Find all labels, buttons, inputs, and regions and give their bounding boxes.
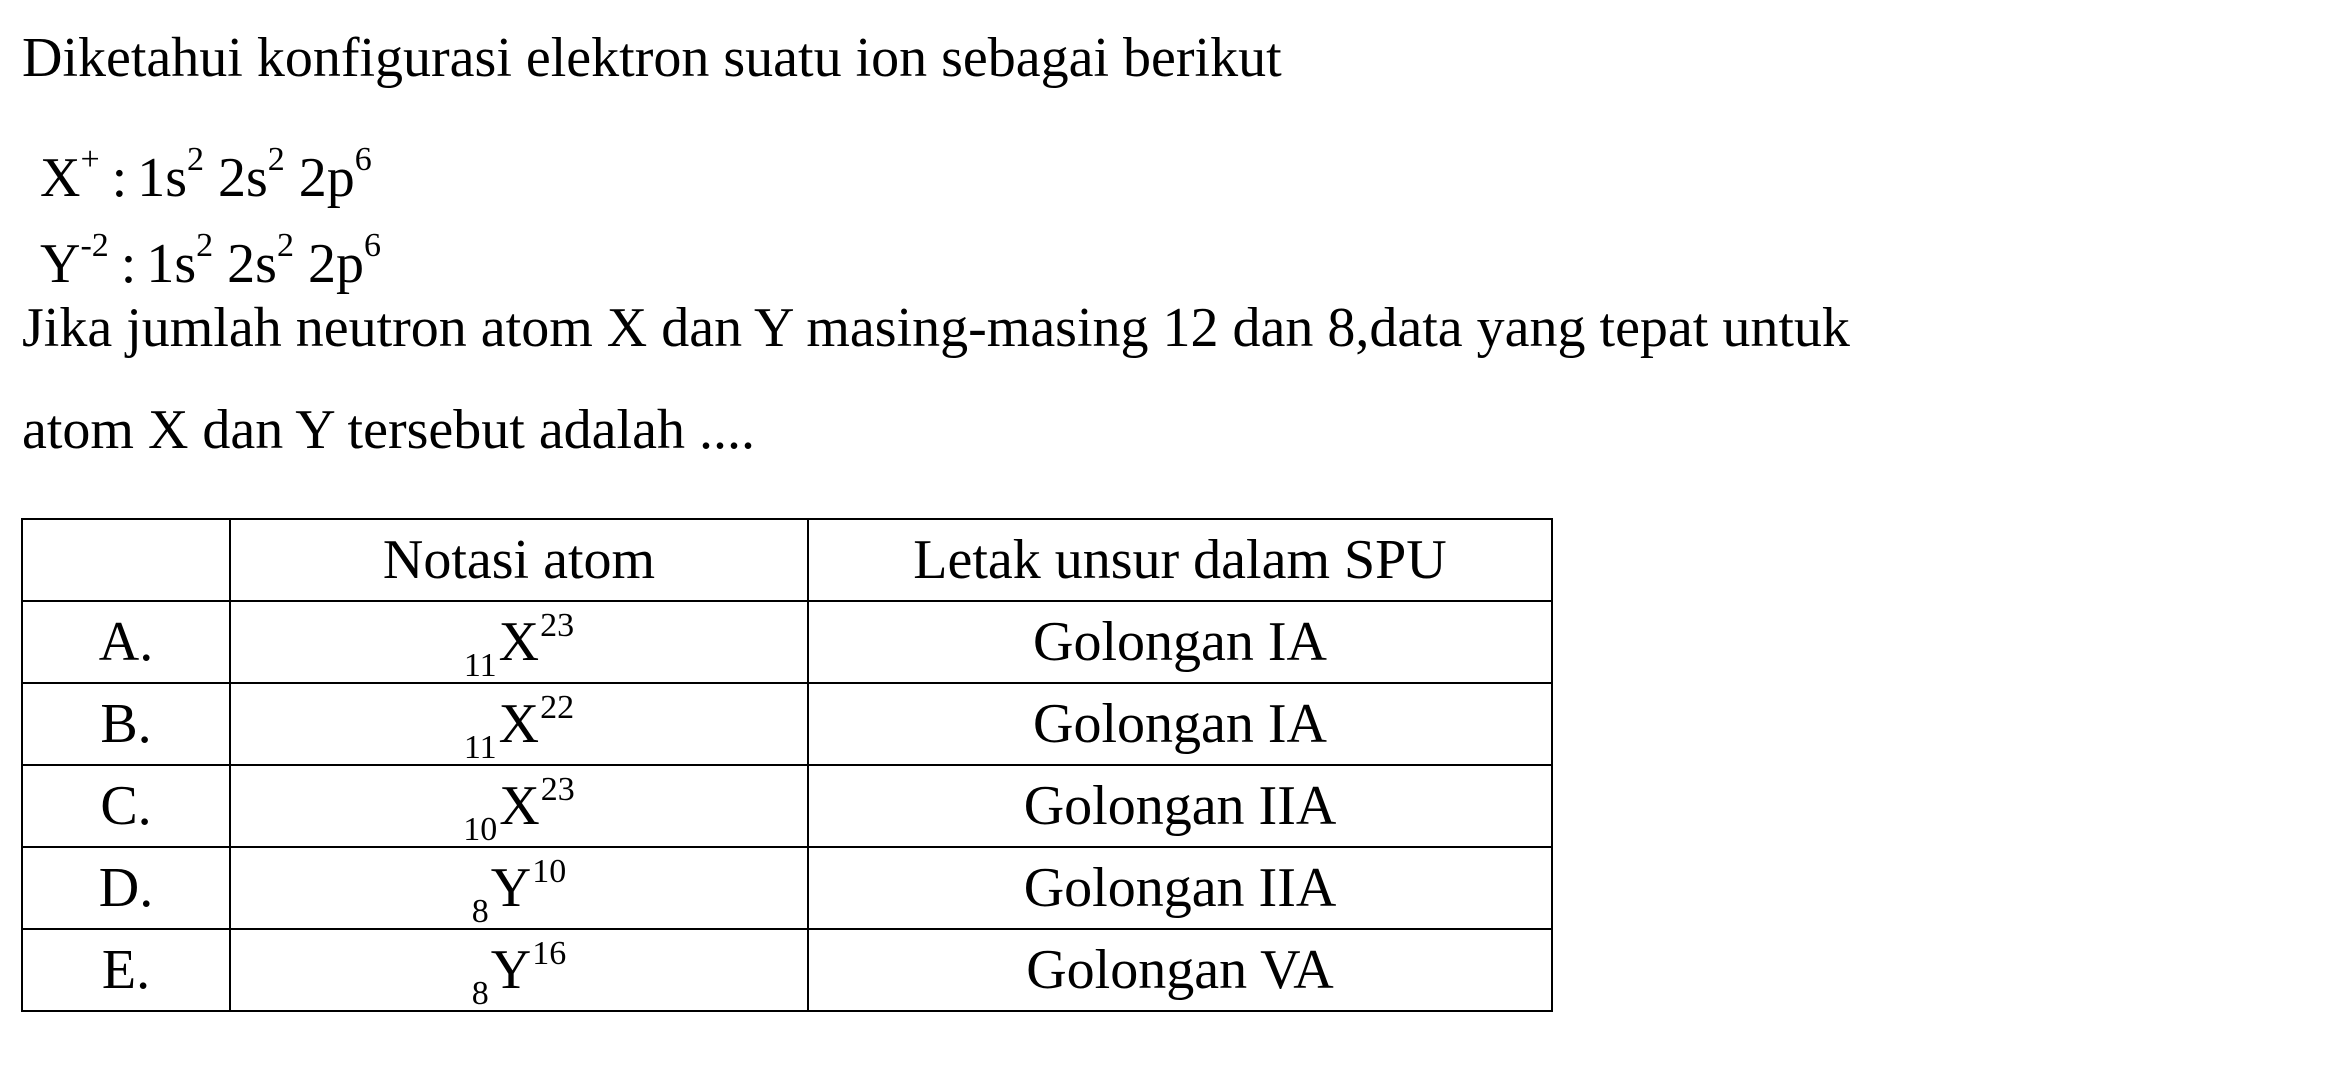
table-row: [22, 847, 1552, 929]
option-label: D.: [22, 847, 230, 929]
atom-notation: [230, 683, 808, 765]
atom-notation: [230, 929, 808, 1011]
option-label: E.: [22, 929, 230, 1011]
orbital-label: 2p: [307, 233, 364, 295]
orbital-electrons: 6: [354, 141, 372, 179]
answer-table: [21, 518, 1553, 1012]
ion-symbol: Y: [40, 233, 81, 295]
atomic-number: 8: [471, 893, 489, 930]
orbital-electrons: 2: [196, 227, 214, 265]
intro-text: Diketahui konfigurasi elektron suatu ion sebagai berikut: [22, 27, 1282, 89]
orbital-label: 1s: [137, 147, 187, 209]
element-symbol: X: [499, 775, 540, 837]
spu-position: Golongan VA: [808, 929, 1552, 1011]
table-row: [22, 929, 1552, 1011]
table-row: [22, 683, 1552, 765]
ion-charge: +: [80, 141, 100, 179]
orbital: [298, 141, 372, 209]
header-cell: Letak unsur dalam SPU: [808, 519, 1552, 601]
mass-number: 23: [540, 771, 575, 808]
atomic-number: 10: [463, 811, 498, 848]
spu-position: Golongan IIA: [808, 765, 1552, 847]
mass-number: 22: [540, 689, 575, 726]
mass-number: 10: [532, 853, 567, 890]
separator: :: [111, 147, 128, 209]
orbital-label: 2p: [298, 147, 355, 209]
question-line-1: Jika jumlah neutron atom X dan Y masing-masing 12 dan 8,data yang tepat untuk: [22, 297, 1850, 359]
atomic-number: 11: [463, 647, 497, 684]
orbital-electrons: 2: [276, 227, 294, 265]
orbital-electrons: 6: [363, 227, 381, 265]
ion-symbol: X: [40, 147, 81, 209]
mass-number: 23: [540, 607, 575, 644]
atom-notation: [230, 765, 808, 847]
element-symbol: X: [498, 693, 540, 755]
table-row: [22, 765, 1552, 847]
option-label: C.: [22, 765, 230, 847]
question-line-2: atom X dan Y tersebut adalah ....: [22, 399, 755, 461]
header-cell: [22, 519, 230, 601]
orbital-electrons: 2: [187, 141, 204, 179]
element-symbol: X: [498, 611, 540, 673]
table-row: [22, 601, 1552, 683]
atomic-number: 8: [471, 975, 489, 1012]
config-y-line: [40, 227, 395, 295]
mass-number: 16: [532, 935, 567, 972]
atomic-number: 11: [463, 729, 497, 766]
spu-position: Golongan IA: [808, 683, 1552, 765]
orbital: [137, 141, 204, 209]
orbital: [307, 227, 381, 295]
element-symbol: Y: [490, 857, 532, 919]
spu-position: Golongan IIA: [808, 847, 1552, 929]
orbital: [146, 227, 214, 295]
spu-position: Golongan IA: [808, 601, 1552, 683]
option-label: B.: [22, 683, 230, 765]
ion-charge: -2: [80, 227, 109, 265]
header-cell: Notasi atom: [230, 519, 808, 601]
config-x-line: [40, 141, 386, 209]
orbital-label: 2s: [218, 147, 268, 209]
table-header-row: [22, 519, 1552, 601]
orbital-electrons: 2: [267, 141, 285, 179]
orbital: [218, 141, 285, 209]
atom-notation: [230, 847, 808, 929]
atom-notation: [230, 601, 808, 683]
orbital-label: 1s: [146, 233, 197, 295]
orbital: [227, 227, 294, 295]
orbital-label: 2s: [227, 233, 277, 295]
element-symbol: Y: [490, 939, 532, 1001]
separator: :: [120, 233, 137, 295]
option-label: A.: [22, 601, 230, 683]
